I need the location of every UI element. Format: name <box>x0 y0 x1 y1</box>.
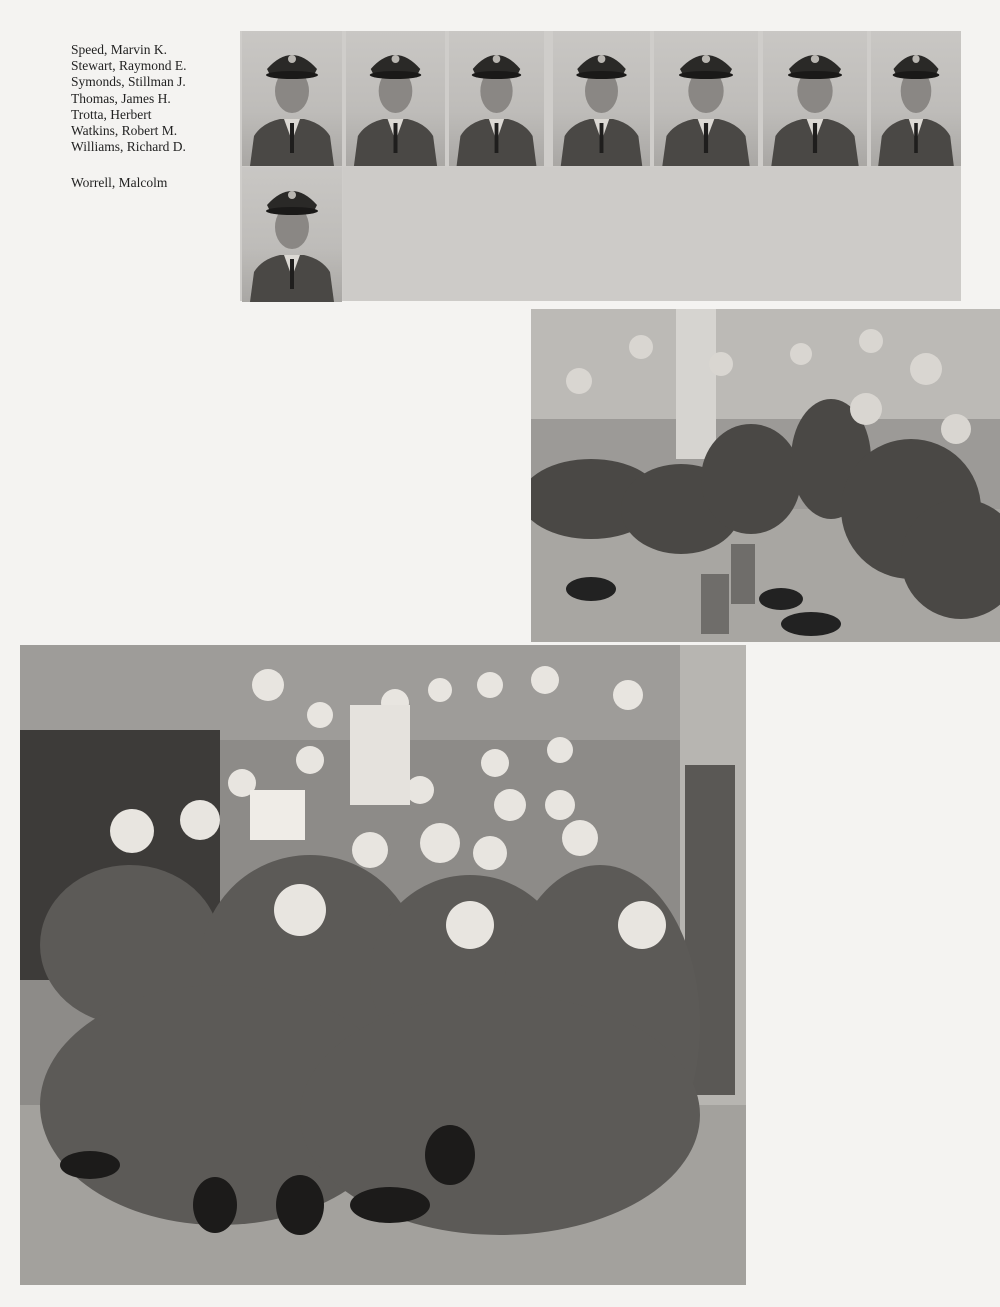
portrait-photo <box>871 31 961 166</box>
portrait-figure-icon <box>553 31 650 166</box>
portrait-photo <box>654 31 758 166</box>
portrait-photo <box>346 31 445 166</box>
portrait-photo <box>242 167 342 302</box>
portrait-photo <box>449 31 544 166</box>
roster-name: Stewart, Raymond E. <box>71 58 187 74</box>
group-photo-barracks <box>20 645 746 1285</box>
portrait-photo <box>553 31 650 166</box>
portrait-figure-icon <box>242 31 342 166</box>
roster-name: Thomas, James H. <box>71 90 171 106</box>
empty-grid-area <box>343 167 961 301</box>
portrait-photo <box>763 31 867 166</box>
roster-name: Watkins, Robert M. <box>71 123 178 139</box>
roster-name: Trotta, Herbert <box>71 106 152 122</box>
portrait-figure-icon <box>654 31 758 166</box>
group-photo-sitting <box>531 309 1000 642</box>
portrait-figure-icon <box>763 31 867 166</box>
portrait-figure-icon <box>242 167 342 302</box>
portrait-grid <box>240 31 961 301</box>
portrait-photo <box>242 31 342 166</box>
roster-name: Speed, Marvin K. <box>71 42 167 57</box>
portrait-figure-icon <box>346 31 445 166</box>
roster-name: Worrell, Malcolm <box>71 175 168 191</box>
roster-names <box>71 42 236 192</box>
roster-name: Symonds, Stillman J. <box>71 74 186 90</box>
portrait-figure-icon <box>449 31 544 166</box>
portrait-figure-icon <box>871 31 961 166</box>
roster-name: Williams, Richard D. <box>71 139 186 155</box>
